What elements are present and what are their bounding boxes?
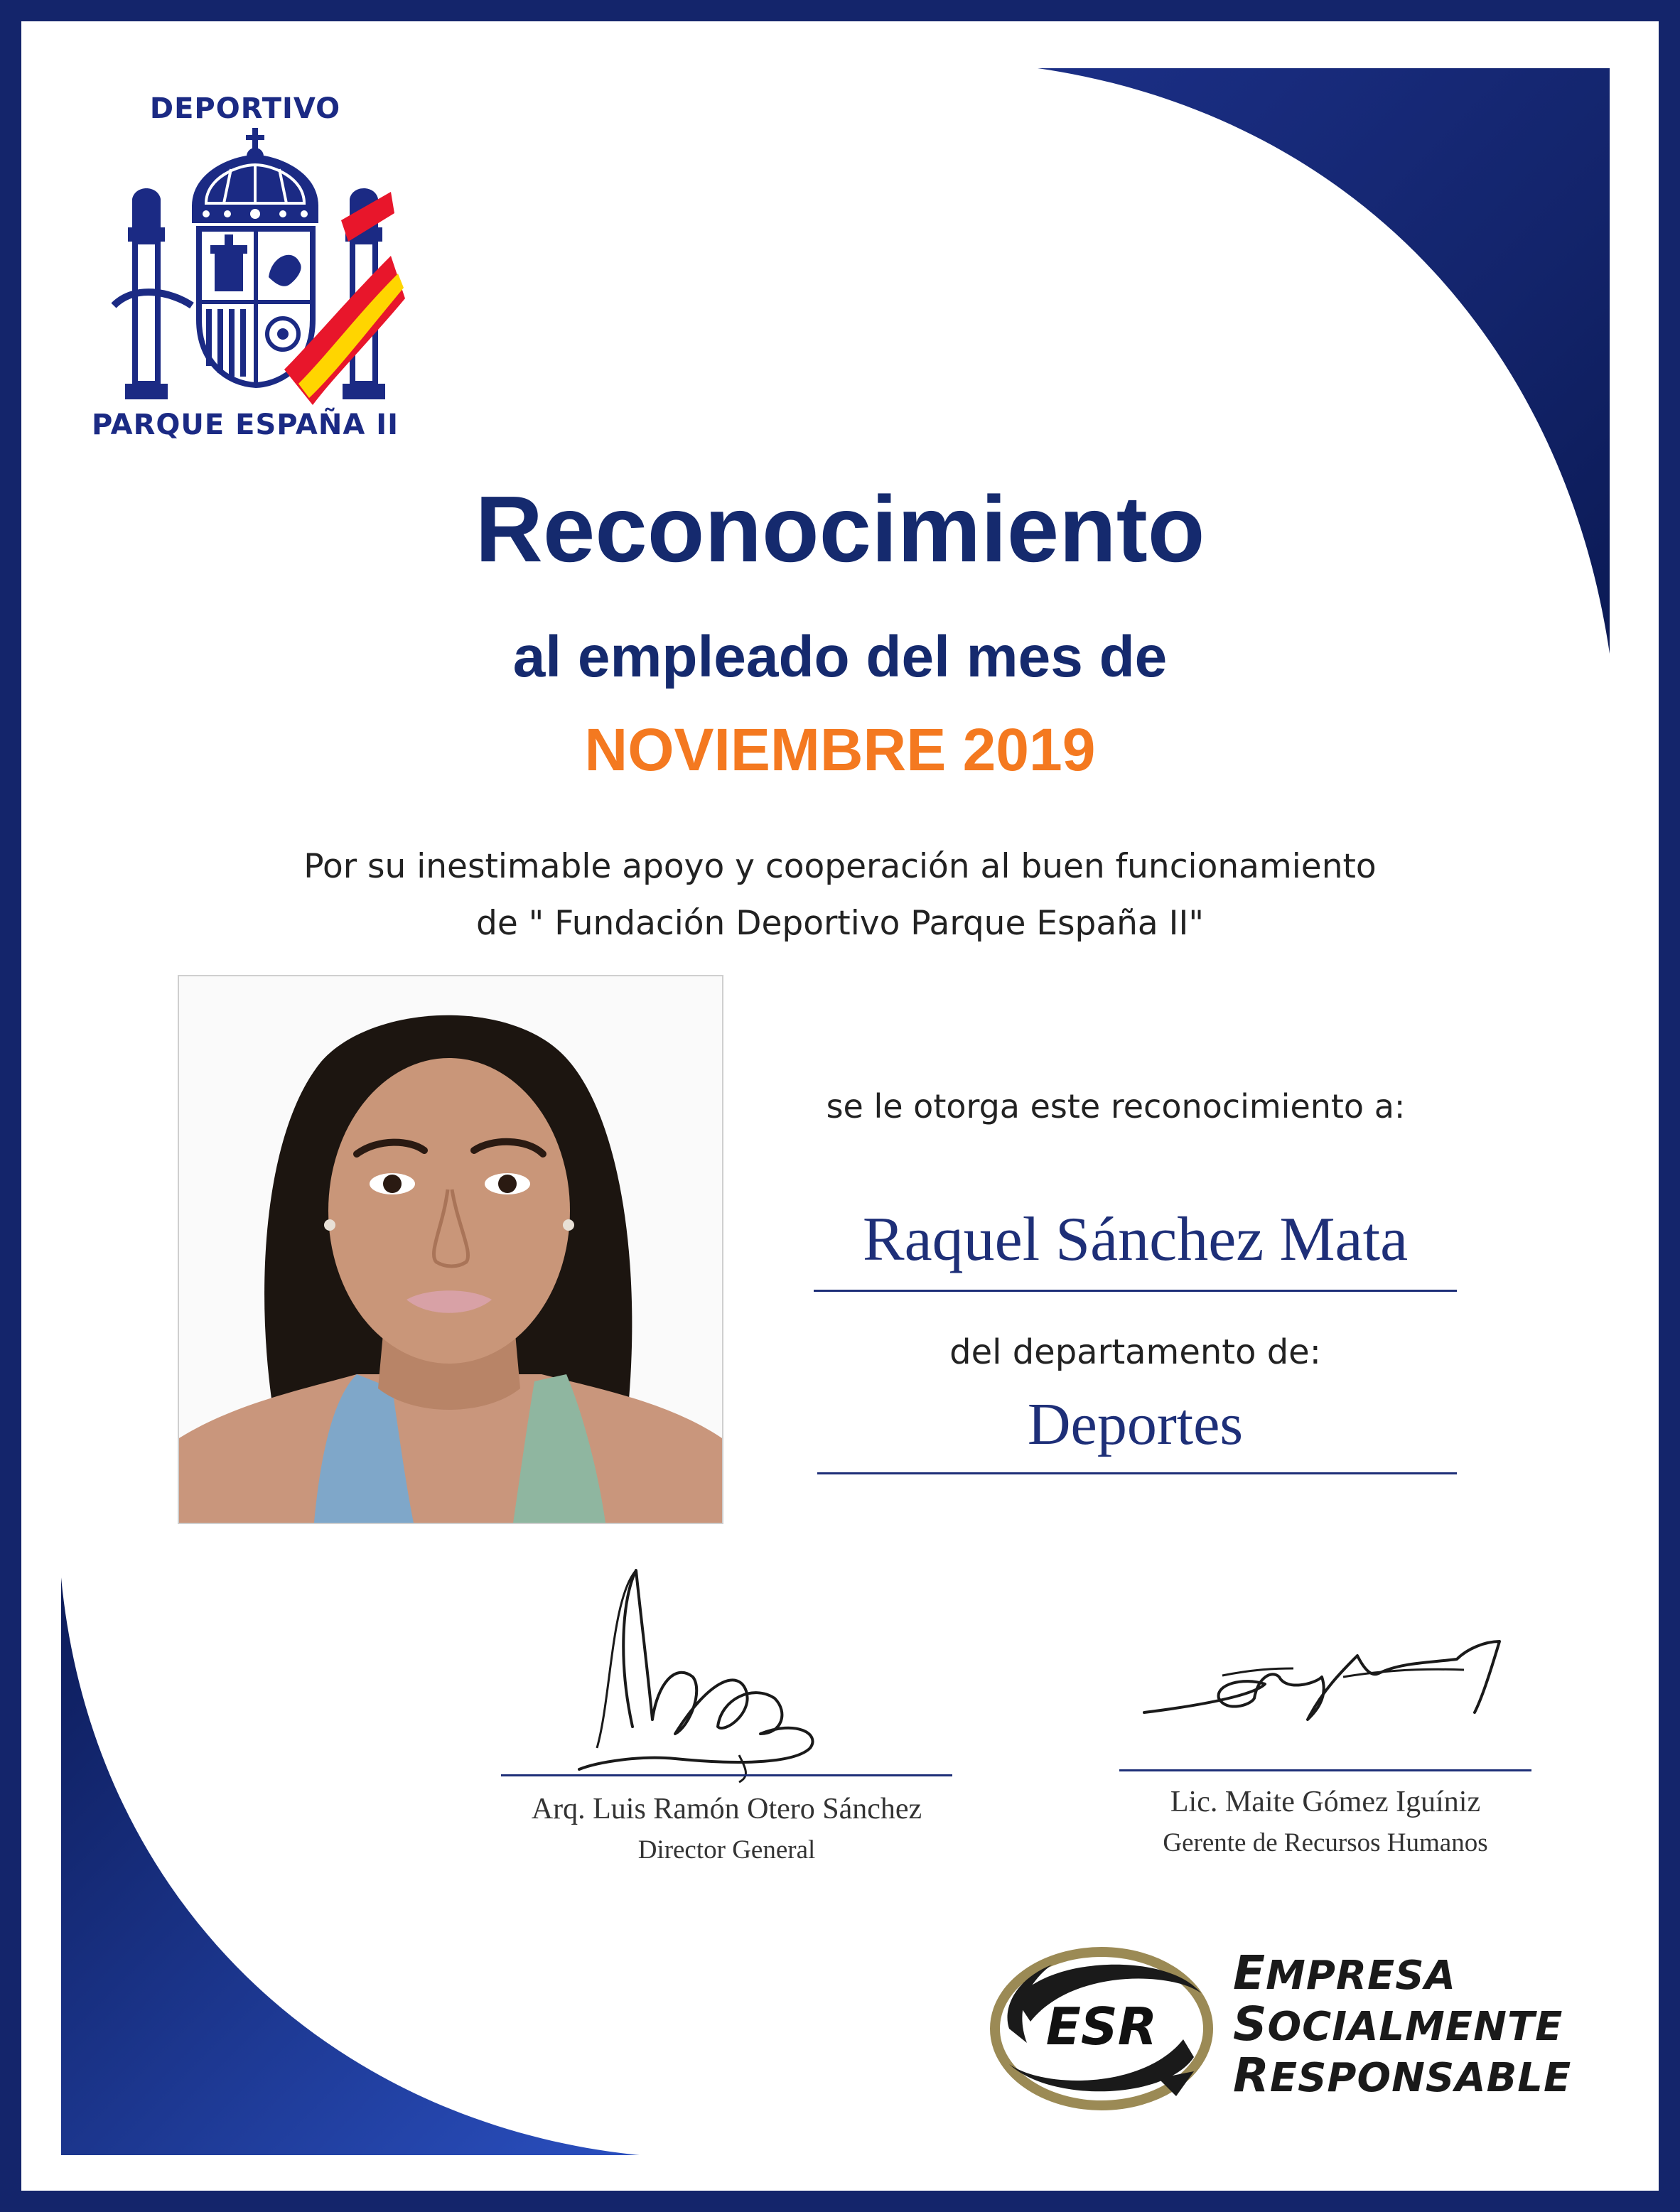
esr-badge-icon bbox=[988, 1943, 1222, 2114]
reason-line-1: Por su inestimable apoyo y cooperación al buen funcionamiento bbox=[303, 847, 1377, 886]
certificate-title: Reconocimiento bbox=[475, 477, 1205, 581]
director-name: Arq. Luis Ramón Otero Sánchez bbox=[531, 1793, 922, 1825]
director-signature bbox=[569, 1556, 853, 1784]
award-month: NOVIEMBRE 2019 bbox=[584, 716, 1096, 783]
recipient-name-underline bbox=[814, 1290, 1457, 1292]
esr-line-1: EMPRESA bbox=[1233, 1946, 1456, 2000]
logo-bottom-text: PARQUE ESPAÑA II bbox=[92, 409, 399, 441]
esr-line-2: SOCIALMENTE bbox=[1233, 1997, 1563, 2051]
certificate-subtitle: al empleado del mes de bbox=[512, 625, 1168, 689]
logo-top-text: DEPORTIVO bbox=[149, 92, 341, 125]
portrait-image bbox=[179, 976, 722, 1523]
esr-line-3: RESPONSABLE bbox=[1233, 2048, 1572, 2103]
recipient-name: Raquel Sánchez Mata bbox=[862, 1205, 1409, 1274]
reason-line-2: de " Fundación Deportivo Parque España II" bbox=[475, 904, 1205, 943]
esr-logo bbox=[988, 1943, 1571, 2114]
recipient-photo bbox=[178, 975, 723, 1524]
esr-badge-text: ESR bbox=[1045, 1997, 1158, 2056]
department-name: Deportes bbox=[1027, 1391, 1244, 1457]
hr-manager-role: Gerente de Recursos Humanos bbox=[1163, 1828, 1488, 1857]
hr-signature-line bbox=[1119, 1769, 1531, 1771]
coat-of-arms-icon bbox=[107, 128, 405, 412]
awarded-to-label: se le otorga este reconocimiento a: bbox=[826, 1087, 1406, 1126]
hr-manager-signature bbox=[1130, 1592, 1521, 1734]
organization-logo bbox=[78, 85, 412, 455]
hr-manager-name: Lic. Maite Gómez Iguíniz bbox=[1170, 1786, 1481, 1818]
department-label: del departamento de: bbox=[949, 1332, 1321, 1372]
department-underline bbox=[817, 1472, 1457, 1474]
director-role: Director General bbox=[637, 1835, 816, 1865]
director-signature-line bbox=[501, 1774, 952, 1776]
